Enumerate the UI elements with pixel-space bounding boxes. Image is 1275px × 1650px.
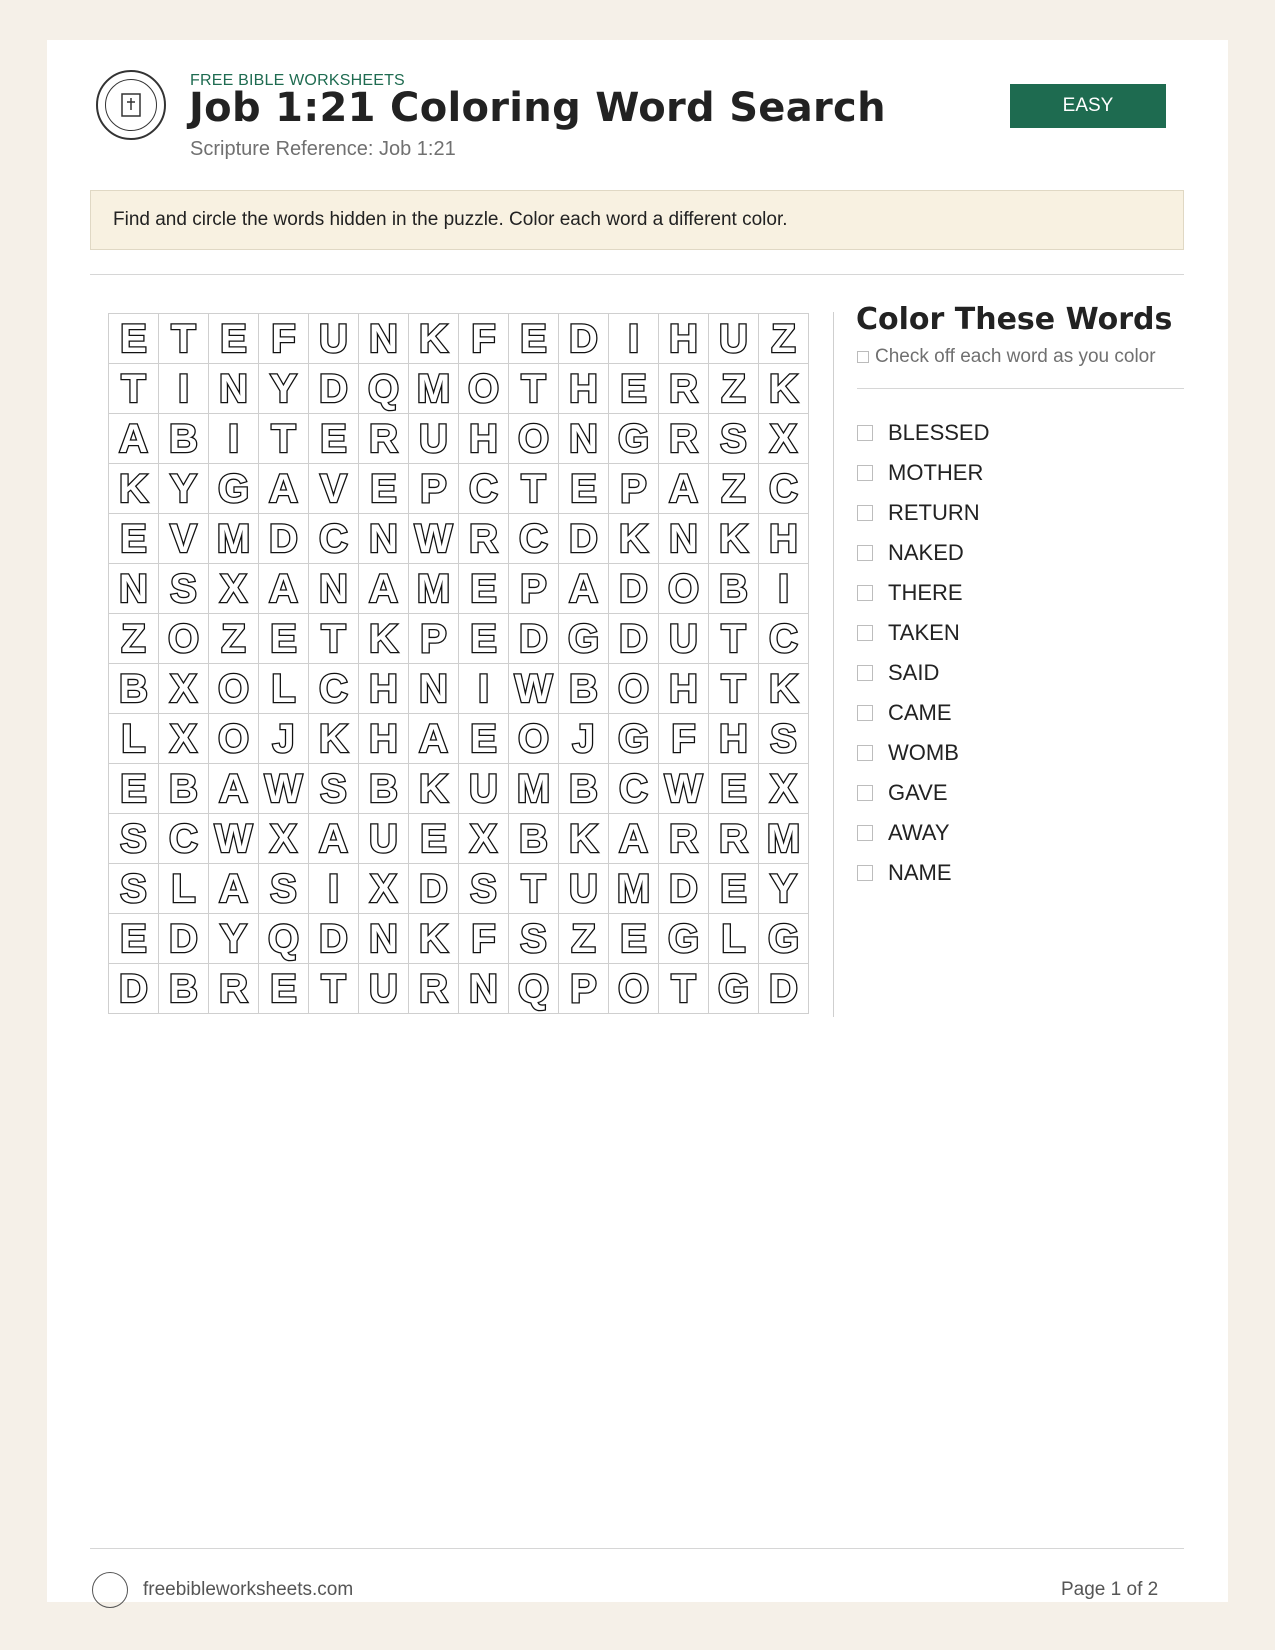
grid-cell[interactable]: B xyxy=(159,414,209,464)
grid-cell[interactable]: B xyxy=(509,814,559,864)
grid-cell[interactable]: A xyxy=(209,864,259,914)
word-checkbox[interactable] xyxy=(857,865,873,881)
grid-cell[interactable]: A xyxy=(559,564,609,614)
worksheet-page xyxy=(47,40,1228,1602)
grid-cell[interactable]: C xyxy=(159,814,209,864)
grid-cell[interactable]: R xyxy=(659,364,709,414)
grid-cell[interactable]: G xyxy=(759,914,809,964)
grid-cell[interactable]: E xyxy=(709,864,759,914)
grid-cell[interactable]: U xyxy=(409,414,459,464)
divider xyxy=(90,274,1184,275)
grid-cell[interactable]: U xyxy=(459,764,509,814)
grid-cell[interactable]: I xyxy=(609,314,659,364)
word-list-item xyxy=(857,653,990,693)
grid-cell[interactable]: S xyxy=(159,564,209,614)
grid-cell[interactable]: N xyxy=(109,564,159,614)
word-list-item xyxy=(857,493,990,533)
grid-cell[interactable]: D xyxy=(309,914,359,964)
grid-cell[interactable]: B xyxy=(559,664,609,714)
footer-divider xyxy=(90,1548,1184,1549)
grid-cell[interactable]: X xyxy=(759,414,809,464)
word-checkbox[interactable] xyxy=(857,825,873,841)
grid-cell[interactable]: E xyxy=(459,614,509,664)
grid-cell[interactable]: Z xyxy=(209,614,259,664)
grid-cell[interactable]: K xyxy=(109,464,159,514)
word-label: TAKEN xyxy=(888,620,960,645)
grid-cell[interactable]: E xyxy=(109,514,159,564)
grid-cell[interactable]: D xyxy=(259,514,309,564)
grid-cell[interactable]: S xyxy=(259,864,309,914)
grid-cell[interactable]: O xyxy=(609,964,659,1014)
grid-cell[interactable]: Z xyxy=(109,614,159,664)
grid-cell[interactable]: E xyxy=(509,314,559,364)
grid-cell[interactable]: X xyxy=(359,864,409,914)
word-label: AWAY xyxy=(888,820,950,845)
grid-cell[interactable]: D xyxy=(559,514,609,564)
grid-cell[interactable]: T xyxy=(709,614,759,664)
grid-cell[interactable]: Y xyxy=(209,914,259,964)
grid-cell[interactable]: H xyxy=(759,514,809,564)
word-label: BLESSED xyxy=(888,420,990,445)
word-list-item xyxy=(857,773,990,813)
word-list-item xyxy=(857,813,990,853)
grid-cell[interactable]: X xyxy=(759,764,809,814)
grid-cell[interactable]: F xyxy=(259,314,309,364)
word-list-subtitle xyxy=(857,346,1156,368)
grid-cell[interactable]: E xyxy=(609,364,659,414)
grid-cell[interactable]: M xyxy=(609,864,659,914)
grid-cell[interactable]: R xyxy=(359,414,409,464)
grid-cell[interactable]: N xyxy=(309,564,359,614)
grid-cell[interactable]: S xyxy=(309,764,359,814)
grid-cell[interactable]: U xyxy=(659,614,709,664)
grid-cell[interactable]: D xyxy=(159,914,209,964)
grid-cell[interactable]: A xyxy=(109,414,159,464)
word-checkbox[interactable] xyxy=(857,785,873,801)
grid-cell[interactable]: A xyxy=(409,714,459,764)
grid-cell[interactable]: K xyxy=(409,764,459,814)
grid-cell[interactable]: M xyxy=(759,814,809,864)
grid-cell[interactable]: M xyxy=(409,564,459,614)
grid-cell[interactable]: M xyxy=(409,364,459,414)
grid-cell[interactable]: K xyxy=(409,914,459,964)
grid-cell[interactable]: T xyxy=(709,664,759,714)
word-checkbox[interactable] xyxy=(857,705,873,721)
grid-cell[interactable]: X xyxy=(459,814,509,864)
grid-cell[interactable]: K xyxy=(559,814,609,864)
grid-cell[interactable]: B xyxy=(159,764,209,814)
grid-cell[interactable]: I xyxy=(209,414,259,464)
grid-cell[interactable]: D xyxy=(559,314,609,364)
grid-cell[interactable]: Q xyxy=(359,364,409,414)
word-label: WOMB xyxy=(888,740,959,765)
grid-cell[interactable]: N xyxy=(209,364,259,414)
grid-cell[interactable]: G xyxy=(559,614,609,664)
grid-cell[interactable]: W xyxy=(259,764,309,814)
grid-cell[interactable]: T xyxy=(509,364,559,414)
grid-cell[interactable]: R xyxy=(459,514,509,564)
grid-cell[interactable]: O xyxy=(509,414,559,464)
grid-cell[interactable]: J xyxy=(259,714,309,764)
grid-cell[interactable]: Z xyxy=(759,314,809,364)
grid-cell[interactable]: N xyxy=(459,964,509,1014)
grid-cell[interactable]: C xyxy=(609,764,659,814)
vertical-divider xyxy=(833,312,834,1017)
grid-cell[interactable]: O xyxy=(209,664,259,714)
grid-cell[interactable]: X xyxy=(209,564,259,614)
grid-cell[interactable]: L xyxy=(709,914,759,964)
grid-cell[interactable]: C xyxy=(309,514,359,564)
word-checkbox[interactable] xyxy=(857,465,873,481)
grid-cell[interactable]: D xyxy=(659,864,709,914)
grid-cell[interactable]: G xyxy=(609,714,659,764)
grid-cell[interactable]: P xyxy=(409,464,459,514)
grid-cell[interactable]: T xyxy=(509,464,559,514)
grid-cell[interactable]: S xyxy=(709,414,759,464)
grid-cell[interactable]: Y xyxy=(259,364,309,414)
grid-cell[interactable]: C xyxy=(459,464,509,514)
grid-cell[interactable]: N xyxy=(659,514,709,564)
word-list-item xyxy=(857,413,990,453)
grid-cell[interactable]: Z xyxy=(709,364,759,414)
grid-cell[interactable]: H xyxy=(709,714,759,764)
grid-cell[interactable]: N xyxy=(409,664,459,714)
word-label: MOTHER xyxy=(888,460,984,485)
grid-cell[interactable]: T xyxy=(659,964,709,1014)
grid-cell[interactable]: E xyxy=(109,914,159,964)
grid-cell[interactable]: E xyxy=(259,614,309,664)
grid-cell[interactable]: A xyxy=(209,764,259,814)
word-checkbox[interactable] xyxy=(857,585,873,601)
grid-cell[interactable]: J xyxy=(559,714,609,764)
grid-cell[interactable]: L xyxy=(159,864,209,914)
grid-cell[interactable]: W xyxy=(659,764,709,814)
word-label: RETURN xyxy=(888,500,980,525)
word-label: SAID xyxy=(888,660,940,685)
grid-cell[interactable]: H xyxy=(359,714,409,764)
grid-cell[interactable]: B xyxy=(109,664,159,714)
instructions-box xyxy=(90,190,1184,250)
grid-cell[interactable]: Q xyxy=(259,914,309,964)
grid-cell[interactable]: L xyxy=(259,664,309,714)
grid-cell[interactable]: H xyxy=(659,314,709,364)
grid-cell[interactable]: I xyxy=(159,364,209,414)
word-list-item xyxy=(857,453,990,493)
grid-cell[interactable]: C xyxy=(309,664,359,714)
grid-cell[interactable]: R xyxy=(659,814,709,864)
grid-cell[interactable]: X xyxy=(159,714,209,764)
grid-cell[interactable]: E xyxy=(209,314,259,364)
grid-cell[interactable]: O xyxy=(209,714,259,764)
grid-cell[interactable]: T xyxy=(509,864,559,914)
grid-cell[interactable]: E xyxy=(409,814,459,864)
grid-cell[interactable]: E xyxy=(359,464,409,514)
grid-cell[interactable]: S xyxy=(759,714,809,764)
page-title: Job 1:21 Coloring Word Search xyxy=(189,85,886,131)
brand-label: FREE BIBLE WORKSHEETS xyxy=(190,72,405,89)
grid-cell[interactable]: F xyxy=(459,314,509,364)
grid-cell[interactable]: T xyxy=(259,414,309,464)
grid-cell[interactable]: S xyxy=(109,864,159,914)
word-checkbox[interactable] xyxy=(857,665,873,681)
grid-cell[interactable]: A xyxy=(659,464,709,514)
footer-page-number: Page 1 of 2 xyxy=(1061,1579,1159,1600)
grid-cell[interactable]: V xyxy=(159,514,209,564)
grid-cell[interactable]: O xyxy=(159,614,209,664)
grid-cell[interactable]: E xyxy=(259,964,309,1014)
grid-cell[interactable]: E xyxy=(559,464,609,514)
word-checkbox[interactable] xyxy=(857,625,873,641)
grid-cell[interactable]: T xyxy=(159,314,209,364)
grid-cell[interactable]: B xyxy=(709,564,759,614)
grid-cell[interactable]: G xyxy=(609,414,659,464)
grid-cell[interactable]: N xyxy=(559,414,609,464)
word-checkbox[interactable] xyxy=(857,745,873,761)
instructions-text: Find and circle the words hidden in the puzzle. Color each word a different color. xyxy=(113,209,788,230)
grid-cell[interactable]: N xyxy=(359,914,409,964)
word-label: GAVE xyxy=(888,780,948,805)
grid-cell[interactable]: D xyxy=(609,614,659,664)
grid-cell[interactable]: M xyxy=(209,514,259,564)
grid-cell[interactable]: K xyxy=(359,614,409,664)
grid-cell[interactable]: F xyxy=(459,914,509,964)
word-list xyxy=(857,413,990,893)
grid-cell[interactable]: R xyxy=(659,414,709,464)
difficulty-badge: EASY xyxy=(1010,84,1166,128)
grid-cell[interactable]: A xyxy=(259,564,309,614)
grid-cell[interactable]: E xyxy=(459,714,509,764)
grid-cell[interactable]: Z xyxy=(709,464,759,514)
word-search-grid xyxy=(108,313,809,1014)
grid-cell[interactable]: I xyxy=(759,564,809,614)
grid-cell[interactable]: D xyxy=(109,964,159,1014)
grid-cell[interactable]: D xyxy=(509,614,559,664)
grid-cell[interactable]: S xyxy=(509,914,559,964)
grid-cell[interactable]: K xyxy=(759,664,809,714)
grid-cell[interactable]: D xyxy=(409,864,459,914)
grid-cell[interactable]: T xyxy=(309,614,359,664)
grid-cell[interactable]: U xyxy=(709,314,759,364)
grid-cell[interactable]: C xyxy=(509,514,559,564)
grid-cell[interactable]: A xyxy=(259,464,309,514)
grid-cell[interactable]: P xyxy=(609,464,659,514)
grid-cell[interactable]: H xyxy=(459,414,509,464)
grid-cell[interactable]: H xyxy=(659,664,709,714)
grid-cell[interactable]: W xyxy=(409,514,459,564)
grid-cell[interactable]: O xyxy=(509,714,559,764)
grid-cell[interactable]: G xyxy=(209,464,259,514)
grid-cell[interactable]: D xyxy=(309,364,359,414)
grid-cell[interactable]: R xyxy=(709,814,759,864)
grid-cell[interactable]: E xyxy=(109,314,159,364)
word-label: CAME xyxy=(888,700,952,725)
word-checkbox[interactable] xyxy=(857,425,873,441)
scripture-reference: Scripture Reference: Job 1:21 xyxy=(190,138,456,160)
grid-cell[interactable]: W xyxy=(209,814,259,864)
grid-cell[interactable]: E xyxy=(609,914,659,964)
grid-cell[interactable]: T xyxy=(309,964,359,1014)
word-checkbox[interactable] xyxy=(857,505,873,521)
grid-cell[interactable]: C xyxy=(759,464,809,514)
grid-cell[interactable]: B xyxy=(159,964,209,1014)
grid-cell[interactable]: I xyxy=(309,864,359,914)
grid-cell[interactable]: V xyxy=(309,464,359,514)
grid-cell[interactable]: K xyxy=(309,714,359,764)
grid-cell[interactable]: A xyxy=(309,814,359,864)
grid-cell[interactable]: I xyxy=(459,664,509,714)
grid-cell[interactable]: U xyxy=(309,314,359,364)
grid-cell[interactable]: O xyxy=(609,664,659,714)
word-list-subtitle-text: Check off each word as you color xyxy=(875,346,1156,367)
word-checkbox[interactable] xyxy=(857,545,873,561)
grid-cell[interactable]: T xyxy=(109,364,159,414)
grid-cell[interactable]: Z xyxy=(559,914,609,964)
word-label: NAKED xyxy=(888,540,964,565)
footer-logo-icon xyxy=(92,1572,128,1608)
grid-cell[interactable]: U xyxy=(359,964,409,1014)
grid-cell[interactable]: G xyxy=(659,914,709,964)
grid-cell[interactable]: Y xyxy=(159,464,209,514)
grid-cell[interactable]: E xyxy=(109,764,159,814)
grid-cell[interactable]: E xyxy=(459,564,509,614)
grid-cell[interactable]: N xyxy=(359,514,409,564)
footer-site: freebibleworksheets.com xyxy=(143,1579,354,1600)
grid-cell[interactable]: G xyxy=(709,964,759,1014)
grid-cell[interactable]: O xyxy=(659,564,709,614)
grid-cell[interactable]: E xyxy=(309,414,359,464)
grid-cell[interactable]: K xyxy=(709,514,759,564)
grid-cell[interactable]: U xyxy=(559,864,609,914)
word-list-item xyxy=(857,853,990,893)
grid-cell[interactable]: B xyxy=(559,764,609,814)
word-list-item xyxy=(857,733,990,773)
grid-cell[interactable]: S xyxy=(459,864,509,914)
grid-cell[interactable]: D xyxy=(609,564,659,614)
grid-cell[interactable]: L xyxy=(109,714,159,764)
grid-cell[interactable]: P xyxy=(559,964,609,1014)
grid-cell[interactable]: K xyxy=(609,514,659,564)
word-list-item xyxy=(857,693,990,733)
word-list-title: Color These Words xyxy=(856,302,1173,337)
grid-cell[interactable]: K xyxy=(409,314,459,364)
grid-cell[interactable]: F xyxy=(659,714,709,764)
grid-cell[interactable]: S xyxy=(109,814,159,864)
grid-cell[interactable]: Y xyxy=(759,864,809,914)
logo-icon xyxy=(96,70,166,140)
grid-cell[interactable]: R xyxy=(409,964,459,1014)
grid-cell[interactable]: W xyxy=(509,664,559,714)
grid-cell[interactable]: C xyxy=(759,614,809,664)
grid-cell[interactable]: H xyxy=(559,364,609,414)
divider xyxy=(857,388,1184,389)
grid-cell[interactable]: A xyxy=(609,814,659,864)
grid-cell[interactable]: R xyxy=(209,964,259,1014)
grid-cell[interactable]: U xyxy=(359,814,409,864)
grid-cell[interactable]: X xyxy=(159,664,209,714)
word-label: THERE xyxy=(888,580,963,605)
word-list-item xyxy=(857,533,990,573)
word-list-item xyxy=(857,613,990,653)
grid-cell[interactable]: P xyxy=(509,564,559,614)
grid-cell[interactable]: A xyxy=(359,564,409,614)
grid-cell[interactable]: N xyxy=(359,314,409,364)
grid-cell[interactable]: X xyxy=(259,814,309,864)
grid-cell[interactable]: Q xyxy=(509,964,559,1014)
grid-cell[interactable]: M xyxy=(509,764,559,814)
word-label: NAME xyxy=(888,860,952,885)
grid-cell[interactable]: P xyxy=(409,614,459,664)
grid-cell[interactable]: B xyxy=(359,764,409,814)
grid-cell[interactable]: H xyxy=(359,664,409,714)
grid-cell[interactable]: E xyxy=(709,764,759,814)
checkbox-icon xyxy=(857,351,869,363)
word-list-item xyxy=(857,573,990,613)
grid-cell[interactable]: K xyxy=(759,364,809,414)
grid-cell[interactable]: O xyxy=(459,364,509,414)
grid-cell[interactable]: D xyxy=(759,964,809,1014)
